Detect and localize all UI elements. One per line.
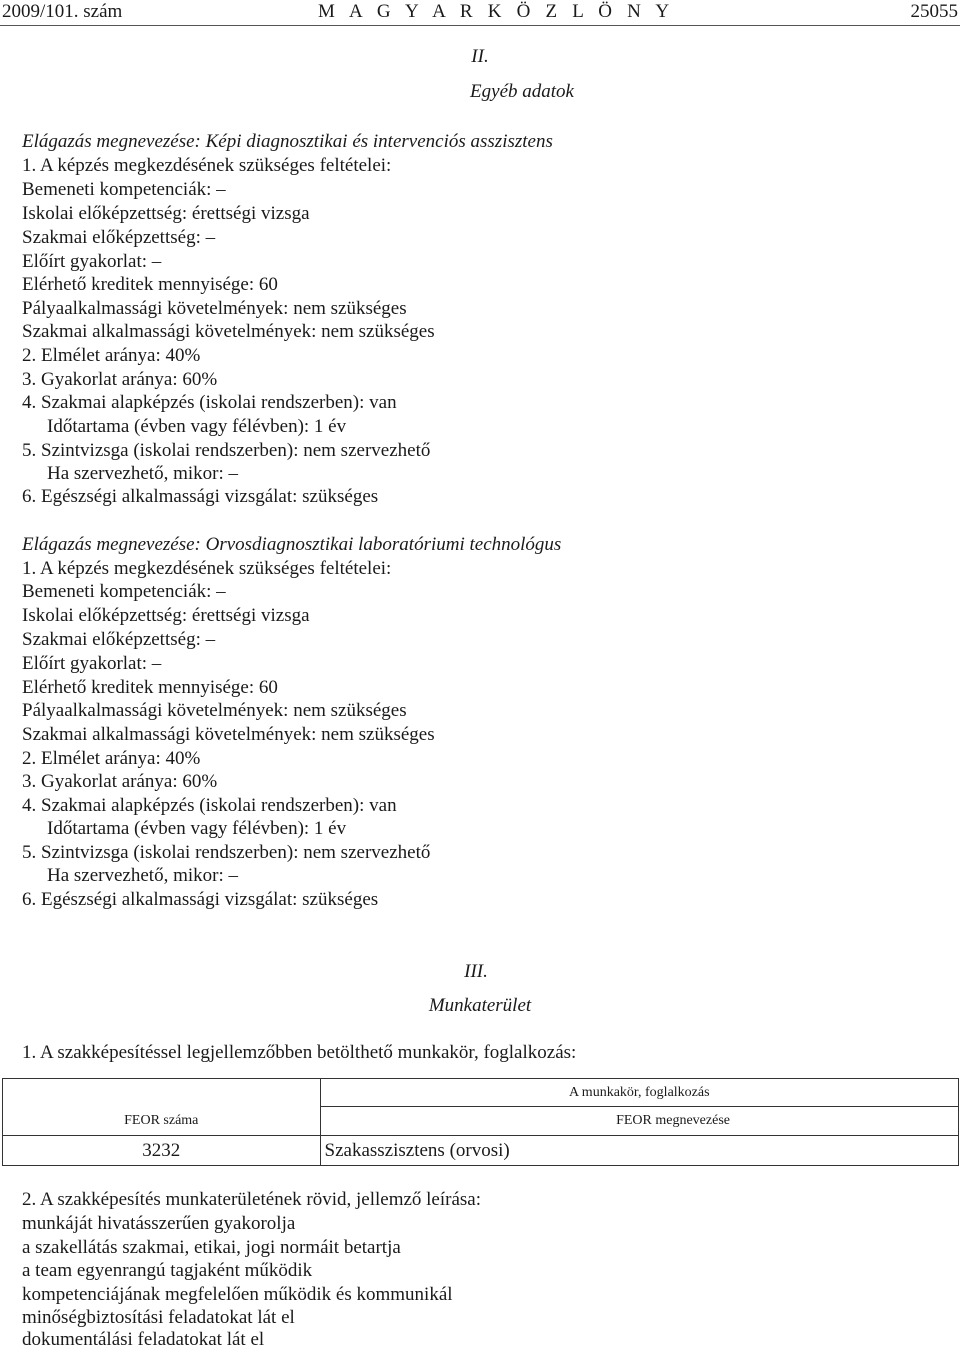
feor-code-cell: 3232 bbox=[3, 1136, 321, 1166]
duty-line: munkáját hivatásszerűen gyakorolja bbox=[22, 1213, 296, 1234]
feor-name-cell: Szakasszisztens (orvosi) bbox=[320, 1136, 958, 1166]
feor-table bbox=[2, 1078, 959, 1166]
feor-header-spacer bbox=[3, 1079, 321, 1107]
header-rule bbox=[0, 25, 960, 26]
duty-line: a szakellátás szakmai, etikai, jogi normáit betartja bbox=[22, 1237, 401, 1258]
branch-2-line: Ha szervezhető, mikor: – bbox=[47, 865, 238, 886]
branch-1-title: Elágazás megnevezése: Képi diagnosztikai és intervenciós asszisztens bbox=[22, 131, 553, 152]
branch-1-line: Iskolai előképzettség: érettségi vizsga bbox=[22, 203, 310, 224]
branch-1-line: 6. Egészségi alkalmassági vizsgálat: szükséges bbox=[22, 486, 379, 507]
branch-2-line: Szakmai alkalmassági követelmények: nem szükséges bbox=[22, 724, 435, 745]
branch-2-line: 1. A képzés megkezdésének szükséges feltételei: bbox=[22, 558, 392, 579]
branch-2-line: Szakmai előképzettség: – bbox=[22, 629, 216, 650]
duty-line: kompetenciájának megfelelően működik és kommunikál bbox=[22, 1284, 453, 1305]
feor-name-header: FEOR megnevezése bbox=[320, 1107, 958, 1136]
branch-2-line: 3. Gyakorlat aránya: 60% bbox=[22, 771, 218, 792]
feor-code-header: FEOR száma bbox=[3, 1107, 321, 1136]
section-ii-numeral: II. bbox=[471, 46, 489, 67]
page-number: 25055 bbox=[910, 1, 958, 22]
branch-2-line: Előírt gyakorlat: – bbox=[22, 653, 162, 674]
journal-title: M A G Y A R K Ö Z L Ö N Y bbox=[318, 1, 675, 22]
branch-1-line: Szakmai előképzettség: – bbox=[22, 227, 216, 248]
section-iii-title: Munkaterület bbox=[428, 995, 532, 1016]
branch-1-line: Ha szervezhető, mikor: – bbox=[47, 463, 238, 484]
branch-1-line: 2. Elmélet aránya: 40% bbox=[22, 345, 201, 366]
branch-1-line: 1. A képzés megkezdésének szükséges feltételei: bbox=[22, 155, 392, 176]
work-item-1: 1. A szakképesítéssel legjellemzőbben betölthető munkakör, foglalkozás: bbox=[22, 1042, 577, 1063]
duty-line: dokumentálási feladatokat lát el bbox=[22, 1329, 265, 1350]
branch-1-line: Időtartama (évben vagy félévben): 1 év bbox=[47, 416, 347, 437]
branch-1-line: 4. Szakmai alapképzés (iskolai rendszerben): van bbox=[22, 392, 397, 413]
branch-2-line: Bemeneti kompetenciák: – bbox=[22, 581, 226, 602]
branch-2-line: 4. Szakmai alapképzés (iskolai rendszerben): van bbox=[22, 795, 397, 816]
branch-2-line: Elérhető kreditek mennyisége: 60 bbox=[22, 677, 278, 698]
branch-1-line: Szakmai alkalmassági követelmények: nem szükséges bbox=[22, 321, 435, 342]
issue-number: 2009/101. szám bbox=[2, 1, 123, 22]
branch-2-line: Iskolai előképzettség: érettségi vizsga bbox=[22, 605, 310, 626]
feor-group-header: A munkakör, foglalkozás bbox=[320, 1079, 958, 1107]
branch-1-line: Bemeneti kompetenciák: – bbox=[22, 179, 226, 200]
branch-2-line: Pályaalkalmassági követelmények: nem szükséges bbox=[22, 700, 407, 721]
work-item-2: 2. A szakképesítés munkaterületének rövid, jellemző leírása: bbox=[22, 1189, 482, 1210]
branch-1-line: Elérhető kreditek mennyisége: 60 bbox=[22, 274, 278, 295]
branch-1-line: 5. Szintvizsga (iskolai rendszerben): nem szervezhető bbox=[22, 440, 431, 461]
branch-2-line: 6. Egészségi alkalmassági vizsgálat: szükséges bbox=[22, 889, 379, 910]
duty-line: a team egyenrangú tagjaként működik bbox=[22, 1260, 313, 1281]
section-ii-title: Egyéb adatok bbox=[470, 81, 574, 102]
branch-2-line: 2. Elmélet aránya: 40% bbox=[22, 748, 201, 769]
branch-2-line: Időtartama (évben vagy félévben): 1 év bbox=[47, 818, 347, 839]
branch-2-line: 5. Szintvizsga (iskolai rendszerben): nem szervezhető bbox=[22, 842, 431, 863]
branch-1-line: Pályaalkalmassági követelmények: nem szükséges bbox=[22, 298, 407, 319]
branch-1-line: 3. Gyakorlat aránya: 60% bbox=[22, 369, 218, 390]
section-iii-numeral: III. bbox=[464, 961, 488, 982]
branch-1-line: Előírt gyakorlat: – bbox=[22, 251, 162, 272]
page-header bbox=[0, 0, 960, 26]
duty-line: minőségbiztosítási feladatokat lát el bbox=[22, 1307, 295, 1328]
branch-2-title: Elágazás megnevezése: Orvosdiagnosztikai laboratóriumi technológus bbox=[22, 534, 562, 555]
